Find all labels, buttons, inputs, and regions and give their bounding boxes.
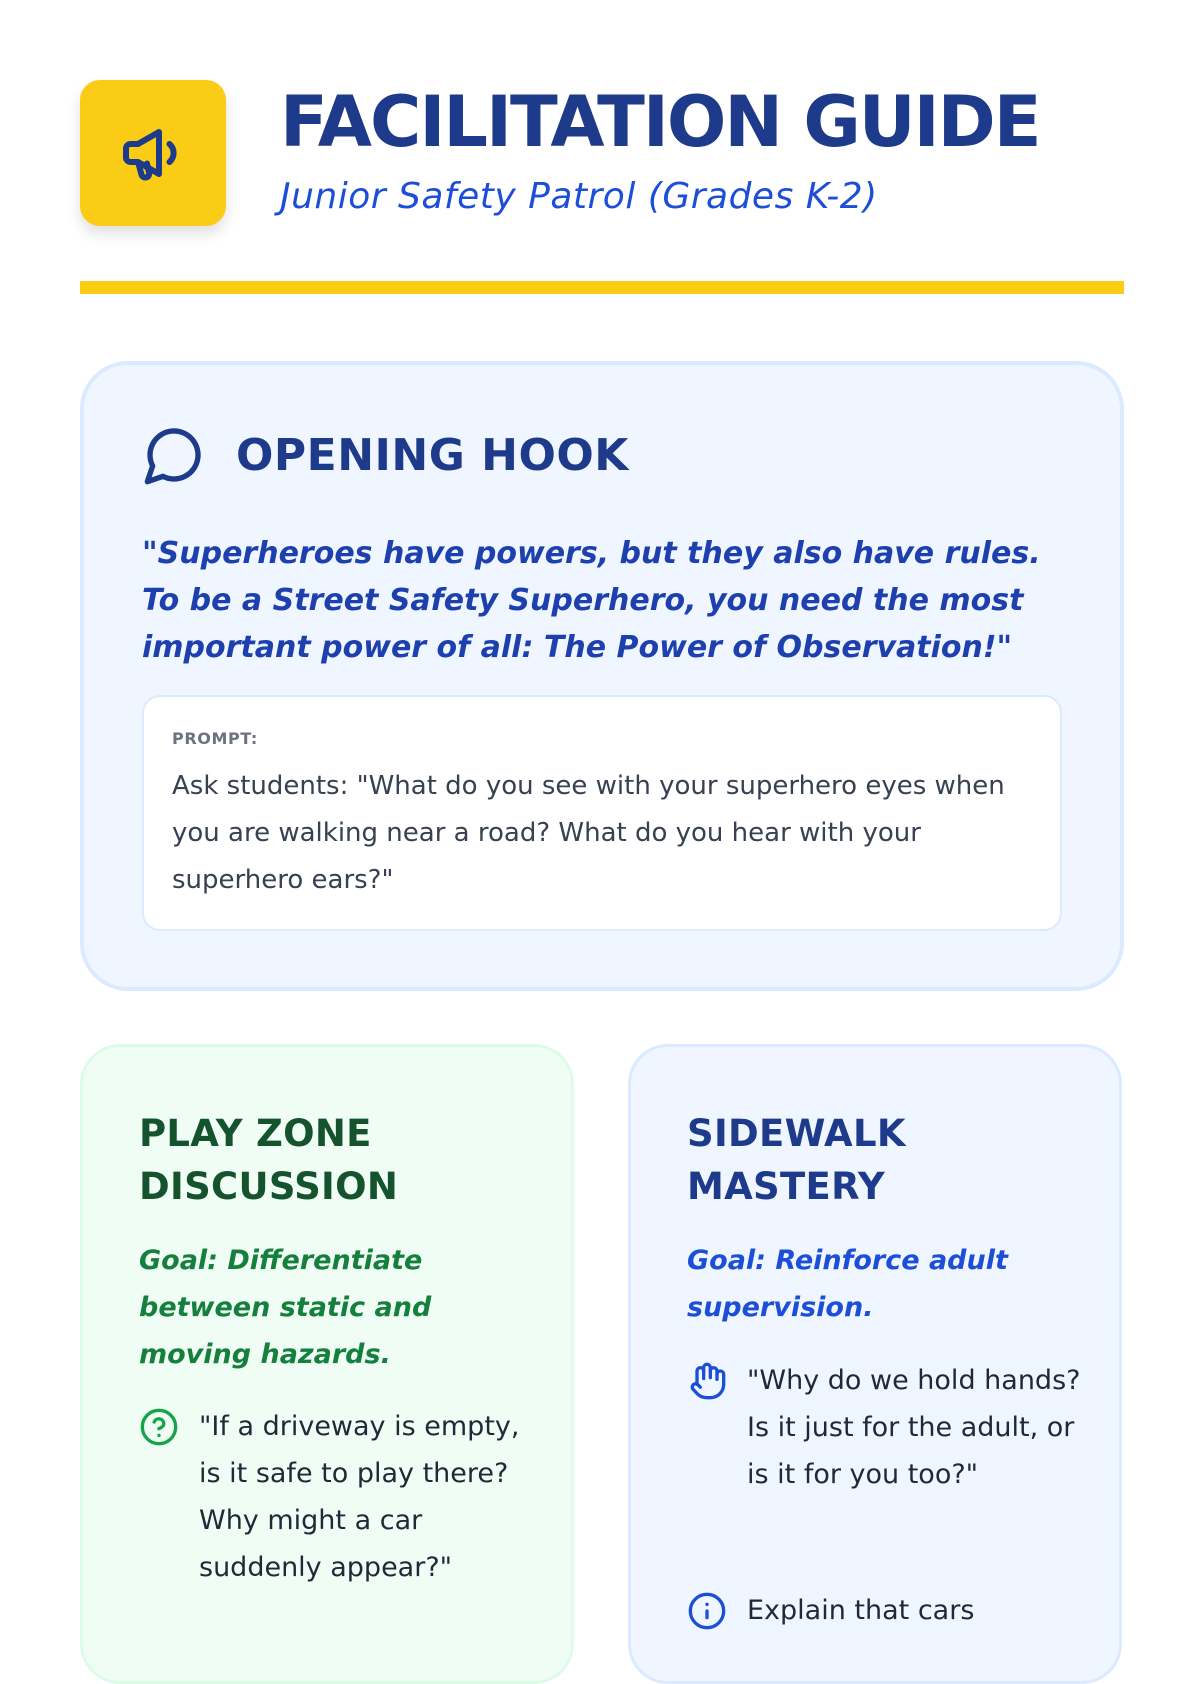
play-zone-point-text: "If a driveway is empty, is it safe to play there? Why might a car suddenly appear?" (199, 1411, 520, 1583)
sidewalk-mastery-goal: Goal: Reinforce adult supervision. (687, 1245, 1008, 1323)
sidewalk-mastery-title: SIDEWALK MASTERY (687, 1112, 906, 1208)
opening-hook-card (80, 361, 1124, 991)
question-circle-icon (139, 1407, 179, 1447)
play-zone-title: PLAY ZONE DISCUSSION (139, 1112, 399, 1208)
page-title: FACILITATION GUIDE (280, 81, 1040, 163)
sidewalk-point (687, 1587, 1087, 1634)
play-zone-point (139, 1403, 539, 1591)
opening-hook-header (142, 423, 629, 487)
logo-badge (80, 80, 226, 226)
header-divider (80, 281, 1124, 294)
play-zone-card (80, 1044, 574, 1684)
page-header (80, 80, 1120, 230)
speech-bubble-icon (142, 423, 206, 487)
opening-hook-title: OPENING HOOK (236, 429, 629, 481)
sidewalk-point-text: Explain that cars (747, 1595, 975, 1626)
opening-hook-quote: "Superheroes have powers, but they also have rules. To be a Street Safety Superhero, you need the most important power of all: The Power of Observation!" (142, 536, 1041, 665)
page-subtitle: Junior Safety Patrol (Grades K-2) (280, 176, 878, 217)
prompt-box (142, 695, 1062, 931)
sidewalk-point (687, 1357, 1087, 1498)
sidewalk-point-text: "Why do we hold hands? Is it just for the adult, or is it for you too?" (747, 1365, 1081, 1490)
info-circle-icon (687, 1591, 727, 1631)
sidewalk-mastery-card (628, 1044, 1122, 1684)
prompt-label: PROMPT: (172, 729, 258, 748)
megaphone-icon (117, 117, 189, 189)
prompt-text: Ask students: "What do you see with your superhero eyes when you are walking near a road? What do you hear with your superhero ears?" (172, 771, 1005, 895)
play-zone-goal: Goal: Differentiate between static and moving hazards. (139, 1245, 432, 1370)
hand-icon (687, 1361, 727, 1401)
